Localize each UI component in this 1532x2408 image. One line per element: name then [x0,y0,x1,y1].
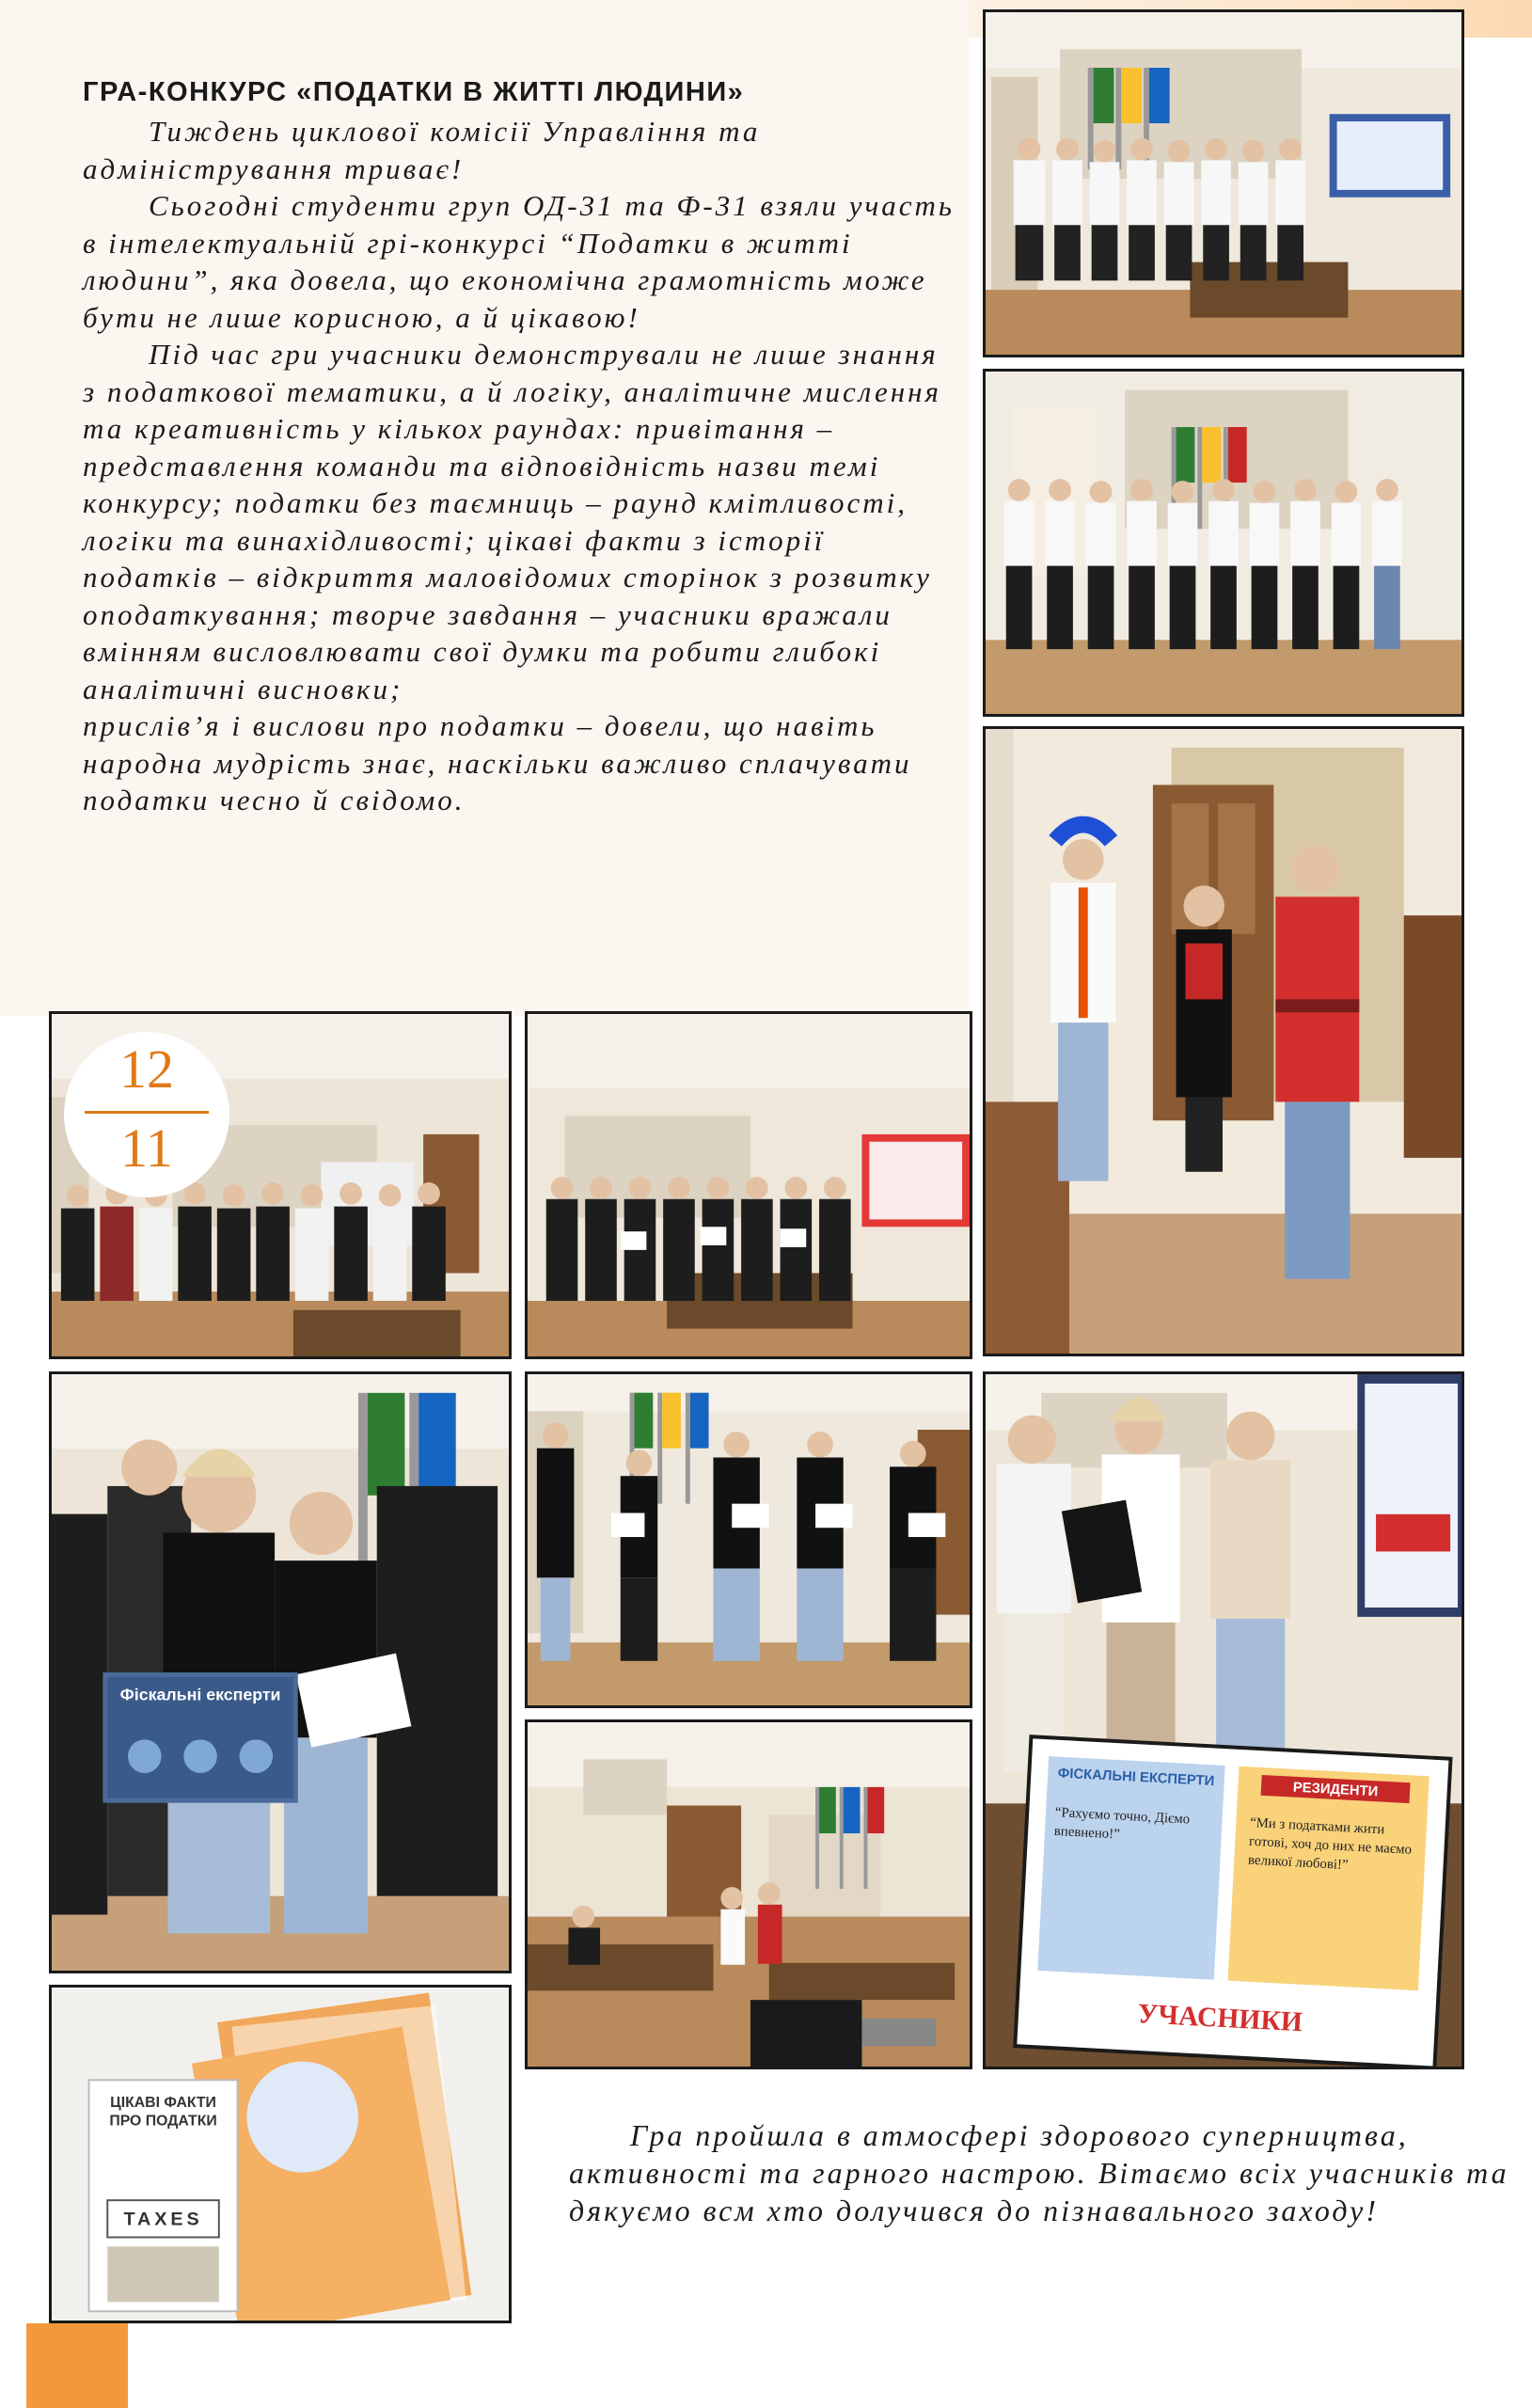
photo-hall-overview [525,1719,972,2069]
closing-text [569,2116,1509,2229]
photo-students-presenting-1 [983,9,1464,357]
slide-team-fiscal: ФІСКАЛЬНІ ЕКСПЕРТИ [1057,1766,1215,1790]
article-title: ГРА-КОНКУРС «ПОДАТКИ В ЖИТТІ ЛЮДИНИ» [83,77,745,107]
orange-corner-block [26,2323,128,2408]
article-paragraph-1: Тиждень циклової комісії Управління та адміністрування триває! [83,115,761,185]
photo-fiscal-experts-team [49,1371,512,1973]
article [83,73,957,819]
slide-participants-footer: УЧАСНИКИ [1136,1999,1303,2038]
closing-paragraph: Гра пройшла в атмосфері здорового суперництва, активності та гарного настрою. Вітаємо всіх учасників та дякуємо всм хто долучився до пізнавального заходу! [569,2118,1509,2227]
date-badge [64,1032,229,1197]
article-paragraph-2: Сьогодні студенти груп ОД-31 та Ф-31 взяли участь в інтелектуальній грі-конкурсі “Податки в житті людини”, яка довела, що економічна грамотність може бути не лише корисною, а й цікавою! [83,189,956,334]
photo-students-reading-speech [525,1371,972,1708]
date-month: 11 [120,1117,173,1179]
article-paragraph-4: прислів’я і вислови про податки – довели, що навіть народна мудрість знає, наскільки важливо сплачувати податки чесно й свідомо. [83,709,912,816]
photo-students-line-2 [983,369,1464,717]
photo-residents-team-and-slide [983,1371,1464,2069]
slide-quote-residents: “Ми з податками жити готові, хоч до них не маємо великої любові!” [1247,1815,1413,1874]
booklet-title: ЦІКАВІ ФАКТИ ПРО ПОДАТКИ [109,2095,217,2130]
date-divider [85,1111,209,1114]
booklet-taxes-label: TAXES [123,2209,203,2230]
date-day: 12 [119,1038,174,1100]
article-paragraph-3: Під час гри учасники демонстрували не лише знання з податкової тематики, а й логіку, аналітичне мислення та креативність у кількох раундах: привітання – представлення команди та відповідність назви темі конкурсу; податки без таємниць – раунд кмітливості, логіки та винахідливості; цікаві факти з історії податків – відкриття маловідомих сторінок з розвитку оподаткування; творче завдання – учасники вражали вмінням висловлювати свої думки та робити глибокі аналітичні висновки; [83,338,941,705]
slide-team-residents: РЕЗИДЕНТИ [1292,1780,1379,1800]
sign-fiscal-experts-label: Фіскальні експерти [119,1685,281,1704]
photo-presenters-vyshyvanka [983,726,1464,1356]
slide-quote-fiscal: “Рахуємо точно, Діємо впевнено!” [1053,1805,1191,1843]
photo-printed-booklets [49,1985,512,2323]
photo-students-reading-papers [525,1011,972,1359]
